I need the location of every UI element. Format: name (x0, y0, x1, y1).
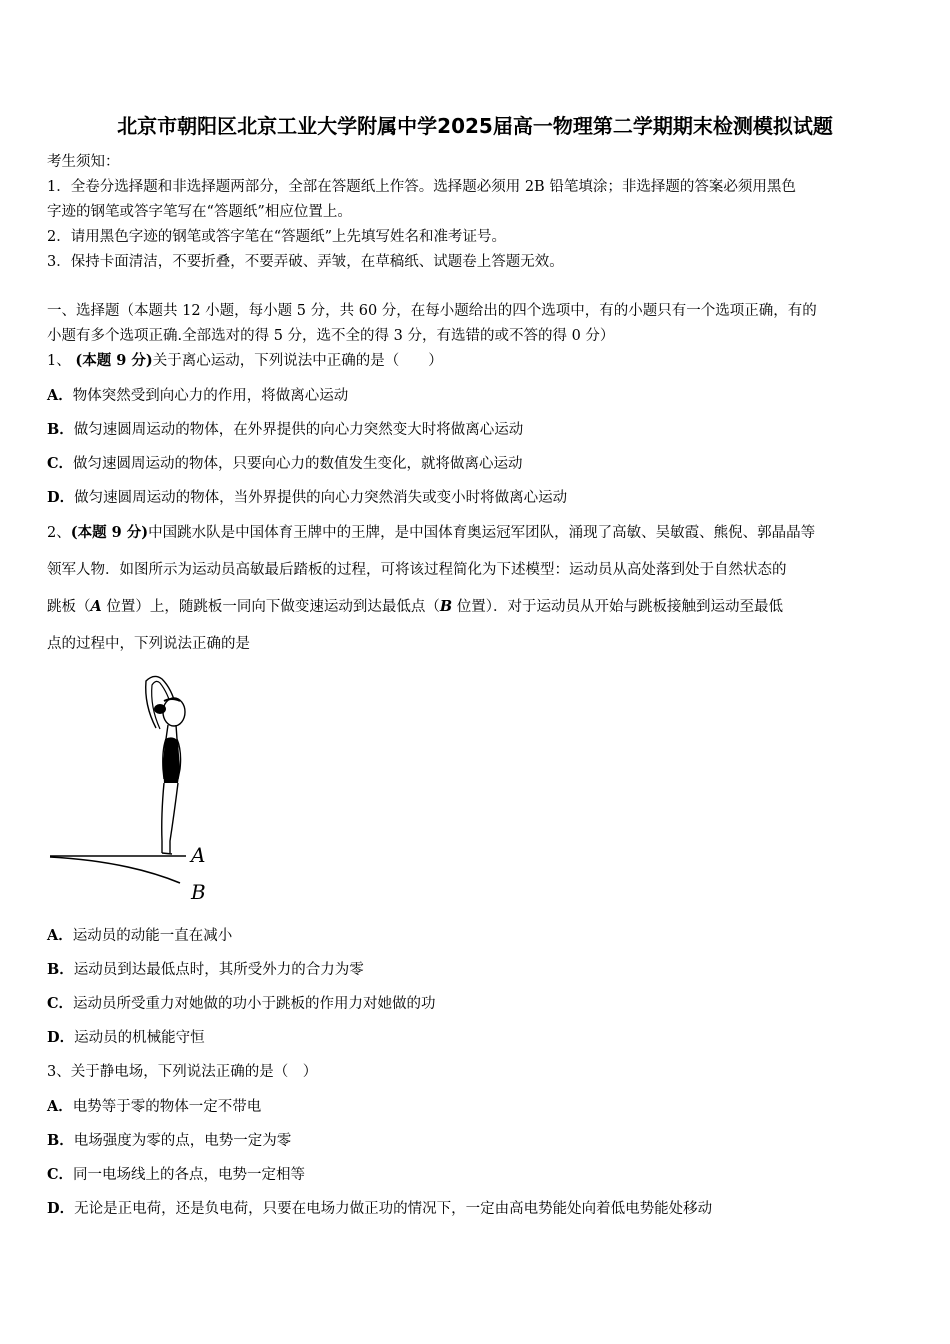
question-3-option-c (47, 1165, 305, 1185)
option-text: 做匀速圆周运动的物体，当外界提供的向心力突然消失或变小时将做离心运动 (74, 490, 568, 506)
question-2-text: 跳板（ (47, 599, 91, 615)
option-text: 做匀速圆周运动的物体，在外界提供的向心力突然变大时将做离心运动 (73, 422, 524, 438)
option-letter: A． (47, 927, 73, 944)
question-2-option-c (47, 994, 436, 1014)
option-text: 电场强度为零的点，电势一定为零 (73, 1133, 292, 1149)
option-letter: A． (47, 1098, 73, 1115)
diver-leg (170, 783, 178, 853)
question-2-text: 中国跳水队是中国体育王牌中的王牌，是中国体育奥运冠军团队，涌现了高敏、吴敏霞、熊倪、郭晶晶等 (148, 525, 816, 541)
option-letter: B． (47, 1132, 74, 1149)
option-letter: C． (47, 455, 74, 472)
option-text: 无论是正电荷，还是负电荷，只要在电场力做正功的情况下，一定由高电势能处向着低电势能处移动 (74, 1201, 713, 1217)
option-letter: D． (47, 1200, 75, 1217)
option-text: 同一电场线上的各点，电势一定相等 (73, 1167, 306, 1183)
option-text: 物体突然受到向心力的作用，将做离心运动 (72, 388, 349, 404)
option-text: 运动员的机械能守恒 (74, 1030, 205, 1046)
notice-item-1a: 1．全卷分选择题和非选择题两部分，全部在答题纸上作答。选择题必须用 2B 铅笔填涂；非选择题的答案必须用黑色 (47, 179, 796, 195)
question-3-option-d (47, 1199, 712, 1219)
figure-label-b: B (191, 880, 206, 904)
notice-item-2: 2．请用黑色字迹的钢笔或答字笔在“答题纸”上先填写姓名和准考证号。 (47, 229, 507, 245)
question-3-number: 3、 (47, 1064, 71, 1080)
question-2-option-d (47, 1028, 205, 1048)
question-2-text: 位置）．对于运动员从开始与跳板接触到运动至最低 (452, 599, 783, 615)
question-1-points: (本题 9 分) (75, 352, 153, 369)
question-1-number: 1、 (47, 353, 71, 369)
notice-item-1b: 字迹的钢笔或答字笔写在“答题纸”相应位置上。 (47, 204, 352, 220)
page-title: 北京市朝阳区北京工业大学附属中学2025届高一物理第二学期期末检测模拟试题 (117, 114, 833, 138)
question-1-text: 关于离心运动，下列说法中正确的是（ ） (152, 353, 443, 369)
option-letter: D． (47, 1029, 75, 1046)
option-letter: D． (47, 489, 75, 506)
question-2-option-b (47, 960, 364, 980)
question-3-option-b (47, 1131, 291, 1151)
diver-feet (162, 853, 172, 854)
springboard-b-curve (50, 857, 180, 883)
option-letter: C． (47, 995, 74, 1012)
question-1-stem (47, 351, 443, 371)
question-1-option-c (47, 454, 523, 474)
diver-springboard-figure (46, 665, 216, 910)
question-3-stem (47, 1062, 317, 1082)
question-3-option-a (47, 1097, 261, 1117)
question-2-option-a (47, 926, 232, 946)
question-2-number: 2、 (47, 525, 71, 541)
question-2-line-1 (47, 523, 815, 543)
section-header-b: 小题有多个选项正确.全部选对的得 5 分，选不全的得 3 分，有选错的或不答的得 0 分） (47, 328, 615, 344)
question-2-line-4: 点的过程中，下列说法正确的是 (47, 636, 250, 652)
question-1-option-a (47, 386, 348, 406)
figure-label-a: A (191, 843, 206, 867)
question-1-option-d (47, 488, 567, 508)
diver-hair-icon (154, 704, 166, 714)
option-text: 运动员到达最低点时，其所受外力的合力为零 (73, 962, 364, 978)
option-text: 运动员的动能一直在减小 (72, 928, 233, 944)
diver-head (163, 698, 185, 726)
option-text: 运动员所受重力对她做的功小于跳板的作用力对她做的功 (73, 996, 436, 1012)
section-header-a: 一、选择题（本题共 12 小题，每小题 5 分，共 60 分，在每小题给出的四个选项中，有的小题只有一个选项正确，有的 (47, 303, 817, 319)
position-b-label: B (439, 598, 453, 615)
question-2-text: 位置）上，随跳板一同向下做变速运动到达最低点（ (101, 599, 440, 615)
diver-leg (162, 783, 164, 853)
diver-illustration (46, 665, 216, 910)
question-1-option-b (47, 420, 523, 440)
option-letter: B． (47, 961, 74, 978)
option-text: 做匀速圆周运动的物体，只要向心力的数值发生变化，就将做离心运动 (73, 456, 523, 472)
question-2-points: (本题 9 分) (70, 524, 149, 541)
option-letter: C． (47, 1166, 74, 1183)
notice-item-3: 3．保持卡面清洁，不要折叠，不要弄破、弄皱，在草稿纸、试题卷上答题无效。 (47, 254, 564, 270)
position-a-label: A (90, 598, 102, 615)
question-2-line-3 (47, 597, 783, 617)
question-2-line-2: 领军人物．如图所示为运动员高敏最后踏板的过程，可将该过程简化为下述模型：运动员从高处落到处于自然状态的 (47, 562, 787, 578)
option-letter: B． (47, 421, 74, 438)
option-text: 电势等于零的物体一定不带电 (72, 1099, 262, 1115)
option-letter: A． (47, 387, 73, 404)
notice-heading: 考生须知： (47, 154, 120, 170)
diver-swimsuit (163, 737, 180, 783)
question-3-text: 关于静电场，下列说法正确的是（ ） (70, 1064, 318, 1080)
